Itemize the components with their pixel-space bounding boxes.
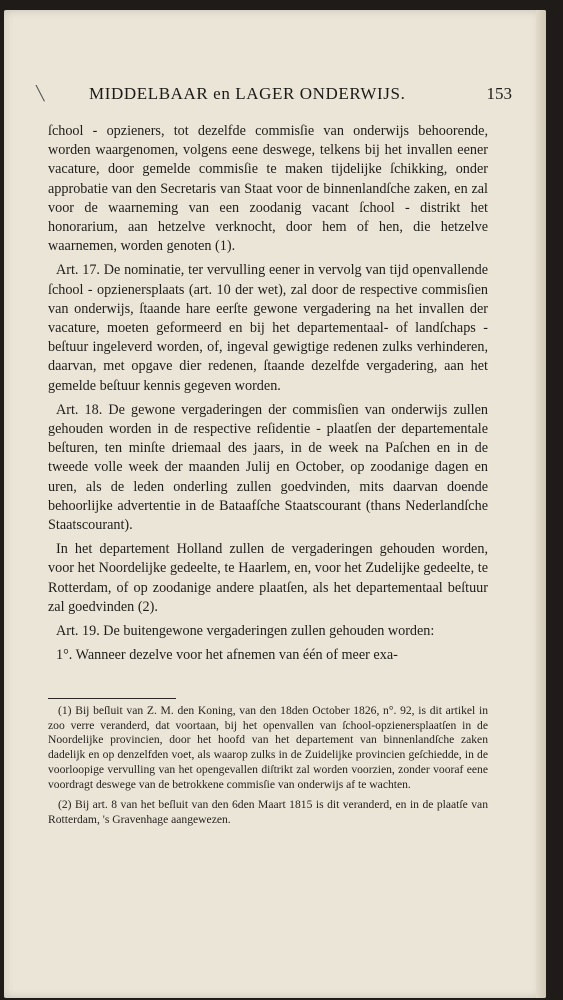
page-number: 153 <box>486 84 512 103</box>
corner-mark-icon: ╲ <box>36 86 45 102</box>
paragraph: ſchool - opzieners, tot dezelfde commisſie van onderwijs behoorende, worden waargenomen, volgens eene deswege, telkens bij het invallen eener vacature, door gemelde commisſie te maken tijdelijke ſchikking, onder approbatie van den Secretaris van Staat voor de binnenlandſche zaken, en zal voor de waarneming van een zoodanig vacant ſchool - distrikt het honorarium, aan hetzelve verknocht, door hem of hen, die hetzelve waarnemen, worden genoten (1). <box>48 123 488 255</box>
page-edge <box>536 10 546 998</box>
paragraph: Art. 17. De nominatie, ter vervulling eener in vervolg van tijd openvallende ſchool - opzienersplaats (art. 10 der wet), zal door de respective commisſien van onderwijs, ſtaande hare eerſte gewone vergadering na het invallen der vacature, moeten geformeerd en bij het departementaal- of landſchaps - beſtuur ingeleverd worden, of, ingeval gewigtige redenen zulks verhinderen, daarvan, met opgave dier redenen, ſtaande dezelfde vergadering, aan het gemelde beſtuur kennis gegeven worden. <box>48 262 488 394</box>
running-title: MIDDELBAAR en LAGER ONDERWIJS. <box>89 84 406 103</box>
paragraph: 1°. Wanneer dezelve voor het afnemen van één of meer exa- <box>56 647 398 664</box>
book-page <box>4 10 546 998</box>
footnote-divider <box>48 698 176 699</box>
paragraph: Art. 19. De buitengewone vergaderingen zullen gehouden worden: <box>56 623 435 640</box>
footnotes <box>48 704 488 834</box>
paragraph: In het departement Holland zullen de vergaderingen gehouden worden, voor het Noordelijke gedeelte, te Haarlem, en, voor het Zudelijke gedeelte, te Rotterdam, of op zoodanige andere plaatſen, als het departementaal beſtuur zal goedvinden (2). <box>48 541 488 615</box>
footnote: (2) Bij art. 8 van het beſluit van den 6den Maart 1815 is dit veranderd, en in de plaatſe van Rotterdam, 's Gravenhage aangewezen. <box>48 798 488 826</box>
footnote: (1) Bij beſluit van Z. M. den Koning, van den 18den October 1826, n°. 92, is dit artikel in zoo verre veranderd, dat voortaan, bij het openvallen van ſchool-opzienersplaatſen in de Noordelijke provincien, door het hoofd van het departement van binnenlandſche zaken dadelijk en op denzelfden voet, als waarop zulks in de Zuidelijke provincien geſchiedde, in de voorloopige vervulling van het opengevallen diſtrikt zal worden voorzien, zonder vooraf eene voordragt deswege van de betrokkene commisſie van onderwijs af te wachten. <box>48 704 488 791</box>
main-text <box>48 122 488 665</box>
paragraph: Art. 18. De gewone vergaderingen der commisſien van onderwijs zullen gehouden worden in de respective reſidentie - plaatſen der departementale beſturen, ten minſte driemaal des jaars, in de week na Paſchen en in de tweede volle week der maanden Julij en October, op zoodanige dagen en uren, als de leden onderling zullen goedvinden, mits daarvan doende behoorlijke advertentie in de Bataafſche Staatscourant (thans Nederlandſche Staatscourant). <box>48 401 488 534</box>
page-header <box>34 84 516 110</box>
